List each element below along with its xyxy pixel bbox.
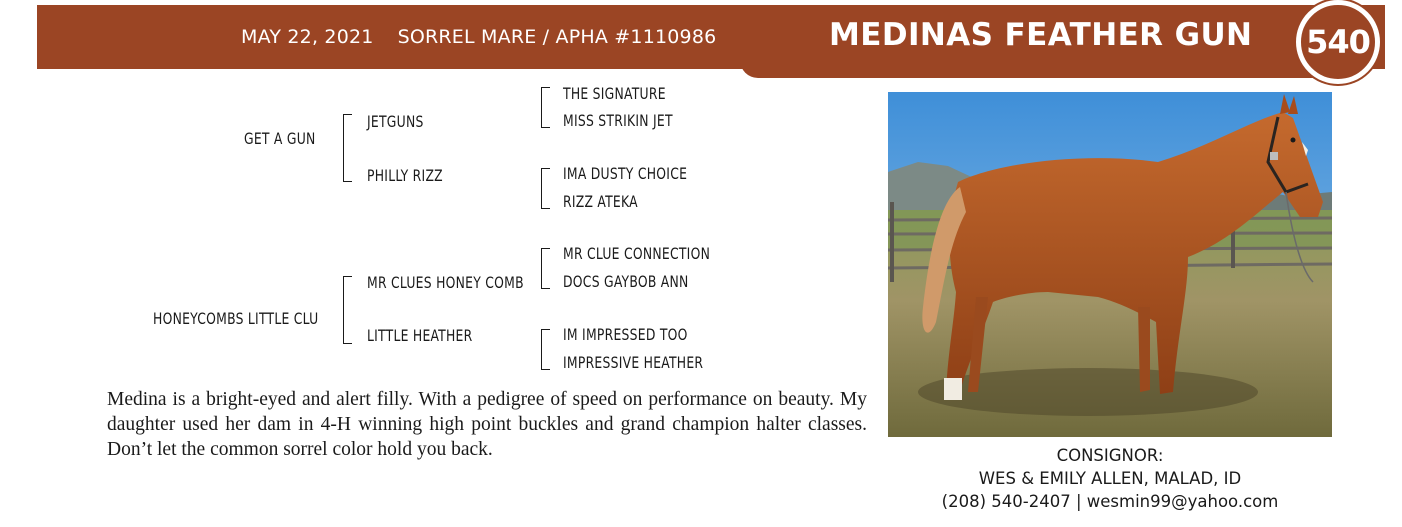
pedigree-bracket (343, 276, 352, 344)
pedigree-sire-sire-dam: MISS STRIKIN JET (563, 111, 673, 130)
horse-photo (888, 92, 1332, 437)
pedigree-dam-sire-dam: DOCS GAYBOB ANN (563, 272, 689, 291)
pedigree-dam-sire-sire: MR CLUE CONNECTION (563, 244, 711, 263)
horse-description: SORREL MARE / APHA #1110986 (397, 26, 717, 48)
pedigree-dam: HONEYCOMBS LITTLE CLU (153, 309, 319, 328)
consignor-block (888, 444, 1332, 513)
consignor-heading: CONSIGNOR: (1056, 446, 1164, 465)
pedigree-dam-dam-dam: IMPRESSIVE HEATHER (563, 353, 704, 372)
pedigree-bracket (541, 248, 550, 289)
pedigree-bracket (541, 168, 550, 209)
header-info (241, 26, 716, 48)
horse-name: MEDINAS FEATHER GUN (829, 17, 1253, 53)
pedigree-sire-dam: PHILLY RIZZ (367, 166, 443, 185)
pedigree-sire-dam-dam: RIZZ ATEKA (563, 192, 638, 211)
horse-description-paragraph: Medina is a bright-eyed and alert filly. With a pedigree of speed on performance on beauty. My daughter used her dam in 4-H winning high point buckles and grand champion halter classes. Don’t let the common sorrel color hold you back. (107, 389, 867, 460)
pedigree-bracket (541, 329, 550, 370)
pedigree-sire: GET A GUN (244, 129, 316, 148)
pedigree-sire-sire: JETGUNS (367, 112, 424, 131)
consignor-contact: (208) 540-2407 | wesmin99@yahoo.com (941, 492, 1279, 511)
consignor-name: WES & EMILY ALLEN, MALAD, ID (978, 469, 1242, 488)
pedigree-bracket (343, 114, 352, 182)
pedigree-sire-dam-sire: IMA DUSTY CHOICE (563, 164, 688, 183)
header-banner-tab (740, 60, 1360, 78)
foaling-date: MAY 22, 2021 (241, 26, 374, 48)
pedigree-dam-dam: LITTLE HEATHER (367, 326, 473, 345)
pedigree-dam-sire: MR CLUES HONEY COMB (367, 273, 524, 292)
lot-badge (1296, 0, 1380, 84)
pedigree-dam-dam-sire: IM IMPRESSED TOO (563, 325, 688, 344)
pedigree-sire-sire-sire: THE SIGNATURE (563, 84, 666, 103)
pedigree-bracket (541, 87, 550, 128)
lot-number: 540 (1306, 23, 1370, 61)
